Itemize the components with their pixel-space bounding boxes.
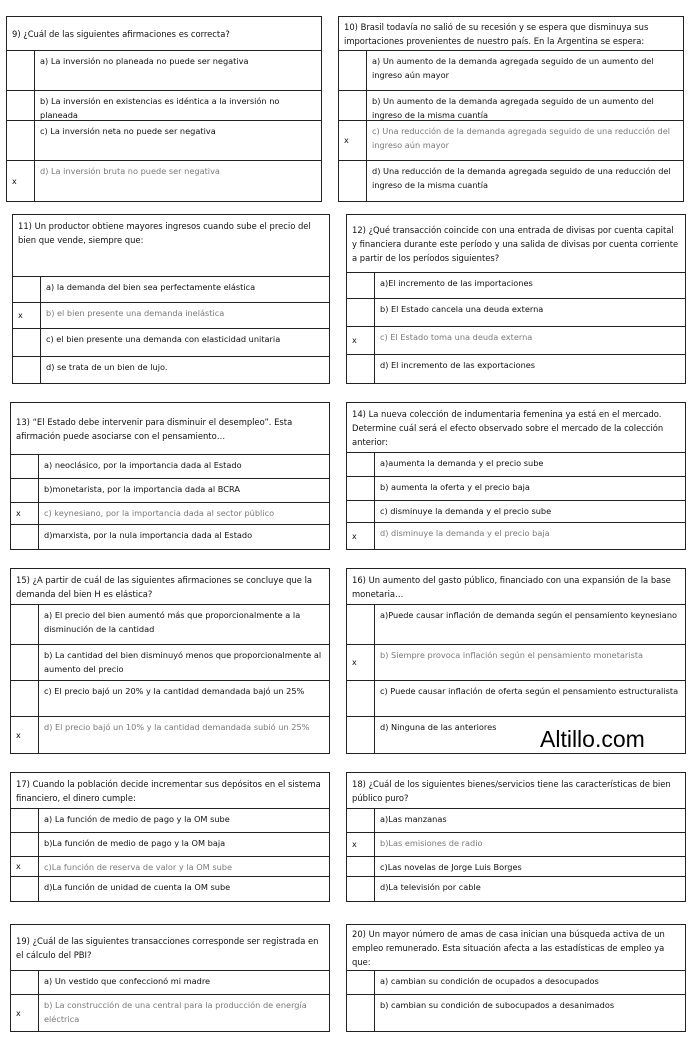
option-a[interactable] xyxy=(347,605,685,645)
question-text: 13) “El Estado debe intervenir para disminuir el desempleo”. Esta afirmación puede asociarse con el pensamiento… xyxy=(11,403,329,455)
answer-mark xyxy=(339,91,367,120)
question-text: 9) ¿Cuál de las siguientes afirmaciones es correcta? xyxy=(7,17,321,51)
question-13 xyxy=(10,402,330,550)
question-11 xyxy=(12,214,330,384)
answer-mark: x xyxy=(11,503,39,524)
option-text: c) disminuye la demanda y el precio sube xyxy=(380,506,552,516)
answer-mark xyxy=(13,357,41,383)
option-d[interactable] xyxy=(7,161,321,201)
option-a[interactable] xyxy=(11,455,329,479)
option-a[interactable] xyxy=(347,453,685,477)
answer-mark: x xyxy=(11,995,39,1031)
option-text: d) El incremento de las exportaciones xyxy=(380,360,536,370)
answer-mark xyxy=(347,605,375,644)
answer-mark xyxy=(347,717,375,753)
question-text: 19) ¿Cuál de las siguientes transacciones corresponde ser registrada en el cálculo del PBI? xyxy=(11,925,329,971)
answer-mark xyxy=(347,477,375,500)
answer-mark xyxy=(347,857,375,876)
option-d[interactable] xyxy=(347,877,685,901)
option-text: b) El Estado cancela una deuda externa xyxy=(380,304,544,314)
answer-mark xyxy=(339,161,367,201)
option-text: d) disminuye la demanda y el precio baja xyxy=(380,528,550,538)
option-text: c) el bien presente una demanda con elasticidad unitaria xyxy=(46,334,281,344)
option-a[interactable] xyxy=(347,273,685,299)
answer-mark: x xyxy=(7,161,35,201)
option-text: d)marxista, por la nula importancia dada al Estado xyxy=(44,530,253,540)
option-a[interactable] xyxy=(347,971,685,995)
answer-mark: x xyxy=(347,523,375,549)
answer-mark: x xyxy=(347,645,375,680)
option-a[interactable] xyxy=(13,277,329,303)
option-text: c) keynesiano, por la importancia dada al sector público xyxy=(44,508,275,518)
answer-mark xyxy=(347,273,375,298)
option-a[interactable] xyxy=(11,809,329,833)
option-text: c) El Estado toma una deuda externa xyxy=(380,332,533,342)
option-b[interactable] xyxy=(347,477,685,501)
option-text: d) se trata de un bien de lujo. xyxy=(46,362,168,372)
answer-mark xyxy=(7,51,35,90)
question-17 xyxy=(10,772,330,902)
option-b[interactable] xyxy=(347,299,685,327)
question-20 xyxy=(346,924,686,1032)
option-c[interactable] xyxy=(347,501,685,523)
question-text: 15) ¿A partir de cuál de las siguientes afirmaciones se concluye que la demanda del bien H es elástica? xyxy=(11,569,329,605)
option-a[interactable] xyxy=(11,971,329,995)
answer-mark xyxy=(347,877,375,901)
option-text: d)La función de unidad de cuenta la OM sube xyxy=(44,882,231,892)
option-text: a)aumenta la demanda y el precio sube xyxy=(380,458,544,468)
option-text: a)Puede causar inflación de demanda según el pensamiento keynesiano xyxy=(380,610,678,620)
answer-mark xyxy=(347,299,375,326)
answer-mark: x xyxy=(11,857,39,876)
answer-mark xyxy=(347,995,375,1031)
option-text: a) la demanda del bien sea perfectamente elástica xyxy=(46,282,256,292)
question-15 xyxy=(10,568,330,754)
answer-mark: x xyxy=(11,717,39,753)
answer-mark xyxy=(13,277,41,302)
option-text: b) Siempre provoca inflación según el pensamiento monetarista xyxy=(380,650,644,660)
answer-mark: x xyxy=(347,327,375,354)
option-c[interactable] xyxy=(7,121,321,161)
option-b[interactable] xyxy=(11,995,329,1031)
option-text: b) cambian su condición de subocupados a desanimados xyxy=(380,1000,615,1010)
answer-mark xyxy=(11,877,39,901)
option-c[interactable] xyxy=(347,327,685,355)
option-b[interactable] xyxy=(11,645,329,681)
option-text: a) Un aumento de la demanda agregada seguido de un aumento del ingreso aún mayor xyxy=(372,56,654,80)
option-text: d)La televisión por cable xyxy=(380,882,481,892)
question-9 xyxy=(6,16,322,202)
option-text: b) Un aumento de la demanda agregada seguido de un aumento del ingreso de la misma cuantía xyxy=(372,96,654,120)
answer-mark xyxy=(347,453,375,476)
option-a[interactable] xyxy=(339,51,683,91)
answer-mark xyxy=(11,971,39,994)
option-b[interactable] xyxy=(347,645,685,681)
answer-mark xyxy=(347,971,375,994)
option-d[interactable] xyxy=(11,525,329,549)
option-c[interactable] xyxy=(13,329,329,357)
question-text: 17) Cuando la población decide incrementar sus depósitos en el sistema financiero, el dinero cumple: xyxy=(11,773,329,809)
question-19 xyxy=(10,924,330,1032)
option-d[interactable] xyxy=(347,355,685,383)
question-text: 11) Un productor obtiene mayores ingresos cuando sube el precio del bien que vende, siempre que: xyxy=(13,215,329,277)
option-text: b)La función de medio de pago y la OM baja xyxy=(44,838,226,848)
option-text: b) La construcción de una central para la producción de energía eléctrica xyxy=(44,1000,307,1024)
option-text: c) Una reducción de la demanda agregada seguido de una reducción del ingreso aún mayor xyxy=(372,126,671,150)
option-text: c)Las novelas de Jorge Luis Borges xyxy=(380,862,522,872)
answer-mark xyxy=(339,51,367,90)
answer-mark xyxy=(11,645,39,680)
answer-mark xyxy=(347,355,375,383)
answer-mark xyxy=(13,329,41,356)
option-text: b) La cantidad del bien disminuyó menos que proporcionalmente al aumento del precio xyxy=(44,650,322,674)
option-b[interactable] xyxy=(13,303,329,329)
option-text: c) Puede causar inflación de oferta según el pensamiento estructuralista xyxy=(380,686,679,696)
question-18 xyxy=(346,772,686,902)
option-text: a) Un vestido que confeccionó mi madre xyxy=(44,976,211,986)
question-text: 10) Brasil todavía no salió de su recesión y se espera que disminuya sus importaciones provenientes de nuestro país. En la Argentina se espera: xyxy=(339,17,683,51)
option-text: c) La inversión neta no puede ser negativa xyxy=(40,126,216,136)
answer-mark xyxy=(347,809,375,832)
option-b[interactable] xyxy=(7,91,321,121)
option-a[interactable] xyxy=(11,605,329,645)
option-text: b)Las emisiones de radio xyxy=(380,838,483,848)
answer-mark xyxy=(11,681,39,716)
option-text: d) La inversión bruta no puede ser negativa xyxy=(40,166,220,176)
question-text: 18) ¿Cuál de los siguientes bienes/servicios tiene las características de bien público puro? xyxy=(347,773,685,809)
option-b[interactable] xyxy=(11,479,329,503)
option-c[interactable] xyxy=(347,857,685,877)
question-text: 12) ¿Qué transacción coincide con una entrada de divisas por cuenta capital y financiera durante este período y una salida de divisas por cuenta corriente a partir de los períodos siguientes? xyxy=(347,215,685,273)
option-b[interactable] xyxy=(11,833,329,857)
answer-mark xyxy=(11,479,39,502)
option-text: d) Una reducción de la demanda agregada seguido de una reducción del ingreso de la misma cuantía xyxy=(372,166,671,190)
option-c[interactable] xyxy=(11,681,329,717)
question-12 xyxy=(346,214,686,384)
option-b[interactable] xyxy=(347,833,685,857)
option-b[interactable] xyxy=(339,91,683,121)
option-d[interactable] xyxy=(339,161,683,201)
option-c[interactable] xyxy=(339,121,683,161)
option-text: a) La inversión no planeada no puede ser negativa xyxy=(40,56,249,66)
option-b[interactable] xyxy=(347,995,685,1031)
option-a[interactable] xyxy=(7,51,321,91)
option-text: d) El precio bajó un 10% y la cantidad demandada subió un 25% xyxy=(44,722,310,732)
answer-mark xyxy=(11,455,39,478)
option-d[interactable] xyxy=(11,717,329,753)
option-d[interactable] xyxy=(11,877,329,901)
option-text: b) aumenta la oferta y el precio baja xyxy=(380,482,530,492)
option-text: a)El incremento de las importaciones xyxy=(380,278,533,288)
option-text: d) Ninguna de las anteriores xyxy=(380,722,497,732)
option-text: a) La función de medio de pago y la OM sube xyxy=(44,814,230,824)
option-c[interactable] xyxy=(11,503,329,525)
option-text: a)Las manzanas xyxy=(380,814,447,824)
option-text: a) neoclásico, por la importancia dada al Estado xyxy=(44,460,242,470)
answer-mark xyxy=(11,525,39,549)
option-text: b) La inversión en existencias es idéntica a la inversión no planeada xyxy=(40,96,280,120)
answer-mark xyxy=(11,605,39,644)
answer-mark xyxy=(11,809,39,832)
option-c[interactable] xyxy=(11,857,329,877)
answer-mark: x xyxy=(13,303,41,328)
answer-mark xyxy=(347,501,375,522)
answer-mark xyxy=(11,833,39,856)
option-d[interactable] xyxy=(347,523,685,549)
answer-mark: x xyxy=(339,121,367,160)
option-text: c)La función de reserva de valor y la OM sube xyxy=(44,862,233,872)
answer-mark xyxy=(7,121,35,160)
question-text: 20) Un mayor número de amas de casa inician una búsqueda activa de un empleo remunerado. Esta situación afecta a las estadísticas de empleo ya que: xyxy=(347,925,685,971)
option-text: b)monetarista, por la importancia dada al BCRA xyxy=(44,484,240,494)
answer-mark xyxy=(347,681,375,716)
option-text: a) El precio del bien aumentó más que proporcionalmente a la disminución de la cantidad xyxy=(44,610,301,634)
question-10 xyxy=(338,16,684,202)
answer-mark: x xyxy=(347,833,375,856)
option-text: a) cambian su condición de ocupados a desocupados xyxy=(380,976,599,986)
option-c[interactable] xyxy=(347,681,685,717)
option-a[interactable] xyxy=(347,809,685,833)
question-text: 16) Un aumento del gasto público, financiado con una expansión de la base monetaria… xyxy=(347,569,685,605)
altillo-watermark: Altillo.com xyxy=(540,726,645,752)
question-text: 14) La nueva colección de indumentaria femenina ya está en el mercado. Determine cuál será el efecto observado sobre el mercado de la colección anterior: xyxy=(347,403,685,453)
option-text: c) El precio bajó un 20% y la cantidad demandada bajó un 25% xyxy=(44,686,305,696)
question-14 xyxy=(346,402,686,550)
answer-mark xyxy=(7,91,35,120)
option-d[interactable] xyxy=(13,357,329,383)
option-text: b) el bien presente una demanda inelástica xyxy=(46,308,225,318)
